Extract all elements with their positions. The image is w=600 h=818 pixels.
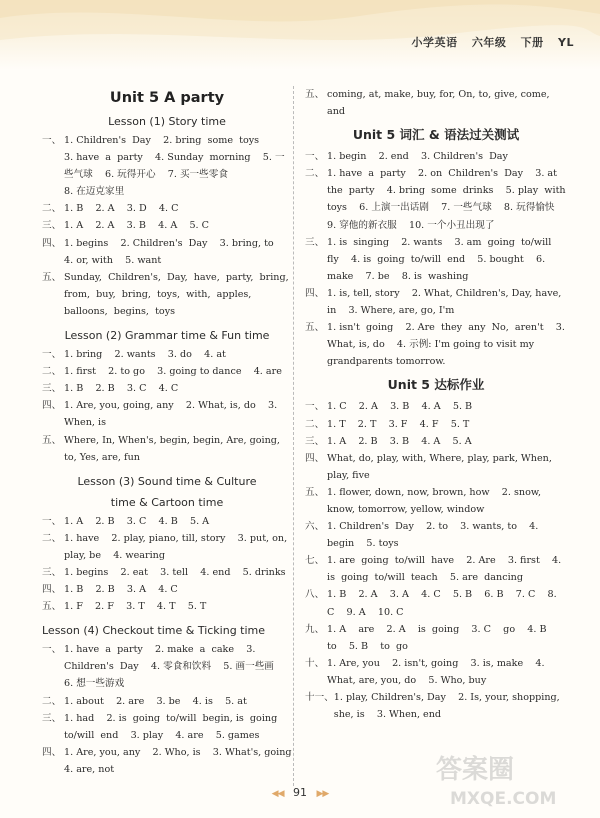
lesson2-answers [42,346,292,466]
question-number: 一、 [42,515,62,527]
answer-row [305,621,567,655]
answer-row [305,86,567,120]
answer-row [42,641,292,692]
answer-row [305,433,567,450]
answer-text: 1. begins 2. Children's Day 3. bring, to 4. or, with 5. want [64,237,286,266]
question-number: 一、 [42,135,62,146]
page-number: 91 [293,786,307,799]
answer-row [305,285,567,319]
question-number: 五、 [42,271,62,283]
next-arrows-icon: ▶▶ [316,789,329,799]
question-number: 二、 [42,203,62,215]
header-term: 下册 [520,36,544,49]
answer-text: 1. A are 2. A is going 3. C go 4. B to 5. B to go [327,623,559,652]
lesson3-answers [42,513,292,616]
answer-row [42,744,304,778]
lesson4-title: Lesson (4) Checkout time & Ticking time [42,624,266,638]
question-number: 五、 [42,601,62,613]
question-number: 二、 [305,168,325,180]
answer-row [42,235,292,269]
header-grade: 六年级 [471,36,507,49]
answer-text: 1. about 2. are 3. be 4. is 5. at [64,695,247,707]
answer-text: 1. B 2. B 3. A 4. C [64,584,178,596]
question-number: 五、 [305,322,325,334]
answer-row [42,397,292,431]
question-number: 四、 [42,237,62,249]
answer-row [305,416,567,433]
answer-row [42,200,292,217]
watermark-brand: 答案圈 [436,755,515,785]
answer-text: 1. isn't going 2. Are they any No, aren't 3. What, is, do 4. 示例: I'm going to visit my grandparents tomorrow. [327,322,568,368]
unit-assessment-title: Unit 5 达标作业 [387,377,485,393]
answer-row [305,398,567,415]
right-column [305,86,572,723]
header-edition: YL [558,36,574,49]
answer-text: coming, at, make, buy, for, On, to, give, come, and [327,89,553,118]
answer-row [42,710,292,744]
answer-text: 1. Are, you 2. isn't, going 3. is, make 4. What, are, you, do 5. Who, buy [327,657,548,686]
answer-text: 1. begin 2. end 3. Children's Day [327,151,508,163]
answer-text: 1. bring 2. wants 3. do 4. at [64,349,226,361]
watermark-url: MXQE.COM [450,789,557,809]
question-number: 五、 [42,434,62,446]
answer-row [305,655,567,689]
answer-text: 1. A 2. B 3. B 4. A 5. A [327,435,472,447]
answer-row [305,450,567,484]
answer-text: 1. flower, down, now, brown, how 2. snow, know, tomorrow, yellow, window [327,486,545,515]
answer-text: 1. Are, you, going, any 2. What, is, do 3. When, is [64,400,281,429]
answer-row [42,530,292,564]
question-number: 一、 [305,151,325,163]
answer-text: 1. A 2. B 3. C 4. B 5. A [64,515,210,527]
watermark-logo [432,748,592,810]
answer-row [305,319,567,370]
question-number: 五、 [305,486,325,498]
question-number: 二、 [305,418,325,430]
answer-row [305,518,567,552]
answer-row [42,217,292,234]
lesson2-title: Lesson (2) Grammar time & Fun time [64,329,270,343]
unit-title: Unit 5 A party [109,90,225,106]
answer-row [42,183,292,200]
header-subject: 小学英语 [411,36,458,49]
answer-text: 8. 在迈克家里 [64,186,125,198]
left-column [42,86,304,778]
question-number: 三、 [42,566,62,578]
question-number: 四、 [305,287,325,299]
question-number [42,183,64,200]
answer-row [42,513,292,530]
answer-row [305,586,567,620]
question-number: 三、 [305,236,325,248]
answer-text: 1. have a party 2. make a cake 3. Children's Day 4. 零食和饮料 5. 画一些画 6. 想一些游戏 [64,644,287,690]
answer-row [305,234,567,285]
answer-row [42,380,292,397]
vocab-grammar-test-title: Unit 5 词汇 & 语法过关测试 [352,127,520,143]
answer-row [42,346,292,363]
lesson3-subtitle: time & Cartoon time [110,495,224,509]
answer-text: Sunday, Children's, Day, have, party, bring, from, buy, bring, toys, with, apples, balloons, begins, toys [64,271,295,317]
question-number: 八、 [305,589,325,601]
answer-text: 1. first 2. to go 3. going to dance 4. are [64,366,282,378]
answer-row [42,598,292,615]
question-number: 十、 [305,657,325,669]
question-number: 三、 [42,712,62,724]
answer-text: 1. had 2. is going to/will begin, is going to/will end 3. play 4. are 5. games [64,712,284,741]
question-number: 九、 [305,623,325,635]
answer-text: 1. T 2. T 3. F 4. F 5. T [327,418,470,430]
answer-row [42,363,292,380]
answer-text: 1. is, tell, story 2. What, Children's, Day, have, in 3. Where, are, go, I'm [327,287,565,317]
question-number: 五、 [305,89,325,100]
answer-text: 1. F 2. F 3. T 4. T 5. T [64,601,207,613]
answer-row [42,149,292,183]
answer-row [305,484,567,518]
question-number: 四、 [42,400,62,412]
vocab-grammar-test-answers [305,148,572,370]
answer-row [305,148,567,165]
answer-text: 1. C 2. A 3. B 4. A 5. B [327,401,473,413]
answer-text: 1. B 2. B 3. C 4. C [64,383,179,395]
answer-row [42,432,292,466]
answer-text: 1. is singing 2. wants 3. am going to/will fly 4. is going to/will end 5. bought 6. make 7. be 8. is washing [327,236,558,282]
question-number: 四、 [42,584,62,596]
answer-text: 1. begins 2. eat 3. tell 4. end 5. drinks [64,566,286,578]
answer-row [305,165,572,233]
answer-text: 1. Children's Day 2. bring some toys [64,135,260,146]
unit-assessment-answers [305,398,567,723]
answer-text: 1. B 2. A 3. D 4. C [64,203,179,215]
question-number: 二、 [42,532,62,544]
answer-row [42,693,292,710]
question-number: 二、 [42,366,62,378]
answer-text: What, do, play, with, Where, play, park, When, play, five [327,452,555,481]
prev-arrows-icon: ◀◀ [271,789,284,799]
question-number: 六、 [305,521,325,533]
answer-row [42,564,292,581]
answer-row [42,269,295,320]
lesson1-title: Lesson (1) Story time [108,115,226,128]
question-number: 一、 [42,644,62,656]
answer-text: 1. are going to/will have 2. Are 3. first 4. is going to/will teach 5. are dancing [327,555,565,584]
question-number: 三、 [42,220,62,232]
question-number: 三、 [42,383,62,395]
page-header [401,34,574,50]
answer-row [42,132,292,149]
answer-text: 3. have a party 4. Sunday morning 5. 一些气球 6. 玩得开心 7. 买一些零食 [64,152,285,181]
lesson4-answers [42,641,304,778]
question-number: 四、 [42,746,62,758]
answer-row [305,552,567,586]
lesson1-answers [42,132,295,320]
question-number: 三、 [305,435,325,447]
answer-text: 1. Are, you, any 2. Who, is 3. What's, going 4. are, not [64,746,304,775]
answer-text: 1. have 2. play, piano, till, story 3. put, on, play, be 4. wearing [64,532,291,561]
answer-row [42,581,292,598]
question-number: 一、 [42,349,62,361]
answer-text: 1. B 2. A 3. A 4. C 5. B 6. B 7. C 8. C 9. A 10. C [327,589,560,618]
answer-text: 1. Children's Day 2. to 3. wants, to 4. begin 5. toys [327,521,542,550]
lesson3-title: Lesson (3) Sound time & Culture [77,474,257,488]
continued-answers [305,86,567,120]
answer-row [305,689,567,723]
question-number: 七、 [305,555,325,567]
answer-text: 1. A 2. A 3. B 4. A 5. C [64,220,209,232]
answer-text: 1. have a party 2. on Children's Day 3. at the party 4. bring some drinks 5. play with toys 6. 上演一出话剧 7. 一些气球 8. 玩得愉快 9. 穿他的新衣服 10. 一个小丑出现了 [327,168,572,231]
answer-text: 1. play, Children's, Day 2. Is, your, shopping, she, is 3. When, end [333,692,563,721]
column-divider [293,86,294,786]
question-number [42,149,64,183]
question-number: 十一、 [305,692,334,703]
question-number: 一、 [305,401,325,413]
question-number: 四、 [305,452,325,464]
question-number: 二、 [42,695,62,707]
answer-text: Where, In, When's, begin, begin, Are, going, to, Yes, are, fun [64,434,284,463]
